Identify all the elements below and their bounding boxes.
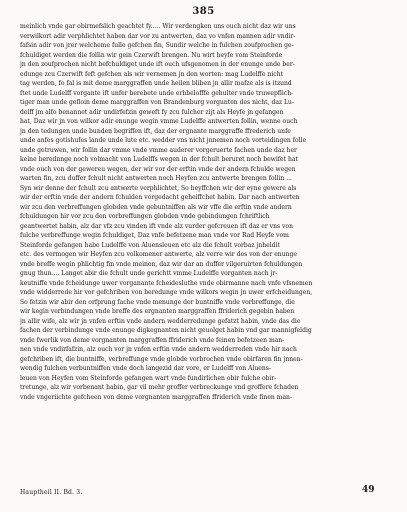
text-line: vnde vngeriichte gefcheen von deme vorgnanten marggraffen ffriderich vnde finen man- [20, 393, 292, 401]
text-line: gefchriben ift, die buntniffe, verbreffunge vnde globde vorbrochen vnde obirfaren fin jnnen- [20, 355, 303, 363]
text-line: fchuldiget werden die follin wir gein Czerwift brengen. Nu wirt heyfe vom Steinforde [20, 51, 283, 59]
body-text [20, 22, 392, 402]
text-line: fachen der verbindunge vnde enunge digkegnanten nicht geuolget habin vnd gar mannigfeldig [20, 327, 312, 334]
text-line: keutniffe vnde fcheidunge uwer vorganante fcheidesluthe vnde obirmanne nach vnfe vfsnemen [20, 279, 313, 287]
text-line: vnde breffe wegin phlichtig fin vnde meinen, daz wir dar an duffer vilgeruirten fchuldungen [20, 260, 303, 268]
text-line: jn den tedungen unde bunden begriffen ift, daz der ergnante marggraffe ffrederich unfe [20, 127, 291, 135]
text-line: hat, Daz wir jn von wilkor adir enunge wegin vmme Ludelffe antwerten follin, wenne ouch [20, 118, 298, 125]
text-line: vnde widderrede hir vor gefchriben von beredunge vnde wilkors wegin jn uwer erfcheidungen, [20, 289, 313, 296]
page-number: 385 [192, 6, 215, 17]
text-line: wir der erftin vnde der andern fchulden vorgedacht geheiffchet habin. Dar nach antwerten [20, 194, 300, 201]
text-line: wir zcu den verbreffungen globden vnde gebuntniffen als wir vffe die erftin vnde andern [20, 203, 292, 211]
text-line: gnug thun.... Langet abir die fchult unde gerichtt vmme Ludelffe vorganten nach jr- [20, 270, 278, 277]
text-line: tretunge, alz wir vorbenant habin, gar vil mehr groffer verbreckunge vnd groffere fchaden [20, 384, 299, 391]
text-line: Syn wir denne der fchult zcu antwerte verphlichtet, So heyffchen wir der eyne gewere als [20, 184, 297, 192]
text-line: jn den zoufprochen nicht befchuldiget unde ift ouch ufsgenomen in der enunge unde ber- [20, 61, 295, 68]
page-footer [20, 485, 392, 499]
text-line: fulche verbreffunge wegin fchuldiget, Daz vnfe befetzene man vnde vor Rad Heyfe vom [20, 232, 289, 239]
text-line: keine berednnge noch volmacht von Ludelffs wegen in der fchult beruret noch bewifet hat [20, 156, 298, 163]
text-line: unde anfes gotishufes lande unde lute etc. wedder vns nicht jnnemen noch vorteidingen folle [20, 137, 307, 144]
text-line: delff jm alfo benannet adir undirfefzin geweft fy zcu fulcher zijt als Heyfe jn gefangen [20, 108, 284, 116]
text-line: ftet unde Ludelff vorgante ift unfer berebete unde erbbelofffe gehulter vnde truwepflich- [20, 89, 294, 97]
text-line: meinlich vnde gar obirmefslich geachtet fy..... Wir verdengken uns ouch nicht daz wir uns [20, 23, 296, 30]
text-line: vnde ouch von der gewereu wegen, der wir vor der erftin vnde der andern fchulde wegen [20, 165, 296, 173]
text-line: Steinforde gefangen habe Ludelffe von Aluensleuen etc alz die fchult vorbaz jnheldit [20, 241, 280, 249]
text-line: geantwertet habin, alz dar vfz zcu vinden ift vnde alz vurder gefcreuen ift daz er vns von [20, 222, 293, 230]
text-line: So fetzin wir abir den orfprung fache vnde menunge der buntniffe vnde vorbreffunge, die [20, 298, 295, 306]
text-line: edunge zcu Czerwift feft gefchen als wir vernemen jn den worten: mag Ludelffe nicht [20, 70, 284, 78]
text-line: warten fin, zcu duffer fchult nicht antwerten noch Heyfen zcu antwerte brengen follin ... [20, 175, 292, 182]
printer-signature: Hauptheil II. Bd. 3. [20, 489, 83, 496]
text-line: nen vnde vndirfafzin, alz ouch vor jn vnfen erftin vnde andern wedderreden vnde hir nach [20, 346, 297, 353]
text-line: tag werden, fo fal is mit deme marggraffen unde heilen bliben jn allir mafze als is itzund [20, 80, 292, 87]
text-line: fafsin adir von jrer welcheme fulle gefchen fin, Sundir welche in fulchen zoufprochen ge- [20, 42, 294, 49]
text-line: verwilkort adir verphlichtet haben dar vor zu antwerten, daz vo vnfen mannen adir vndir- [20, 32, 296, 40]
text-line: leuen von Heyfen vom Steinforde gefangen wart vnde fundirlichen obir fulche obir- [20, 374, 277, 382]
text-line: etc. des vermogen wir Heyfen zcu volkomener antwerte, alz verre wir des von der enunge [20, 251, 297, 258]
text-line: unde getruwen, wir follin dar vmme vnde vmme auderer vorgeruerte fachen unde daz her [20, 146, 297, 154]
text-line: vnde fwerlik von deme vorgnanten marggraffen ffriderich vnde feinen befetzeen man- [20, 336, 285, 344]
text-line: wendig fulchen verbuntniffen vnde doch langezid dar vore, er Ludelff von Aluens- [20, 365, 271, 372]
text-line: fchuldungen hir vor zcu den vorbreffungen globden vnde gebindungen fchriftlich [20, 213, 270, 220]
text-line: tiger man unde gefloin deme marggraffen von Brandenburg vorgunten des nicht, daz Lu- [20, 99, 294, 106]
text-line: jn allir wife, alz wir jn vnfen erftin vnde andern wedderredunge gefatzt habin, vnde das die [20, 317, 301, 325]
footer-page-number: 49 [362, 485, 375, 495]
text-line: wir kegin verbindungen vnde breffe des ergnanten marggraffen ffriderich gegebin haben [20, 308, 295, 315]
